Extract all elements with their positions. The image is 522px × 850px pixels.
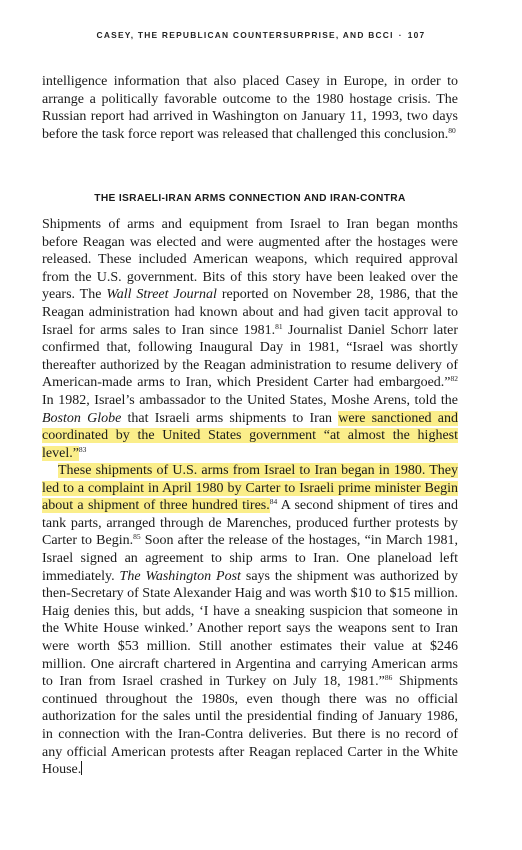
paragraph-1-text: intelligence information that also placed Casey in Europe, in order to arrange a politically favorable outcome to the 1980 hostage crisis. The Russian report had arrived in Washington on January 11, 1993, two days before the task force report was released that challenged this conclusion. [42, 74, 458, 142]
endnote-ref-81: 81 [275, 321, 283, 331]
paragraph-continued [42, 73, 458, 143]
endnote-ref-80: 80 [448, 125, 456, 135]
endnote-ref-86: 86 [384, 673, 393, 683]
paragraph-3-text-4: Shipments continued throughout the 1980s, even though there was no official authorization for the sales until the presidential finding of January 1986, in connection with the Iran-Contra deliveries. But there is no record of any official American protests after Reagan replaced Carter in the White House. [42, 674, 459, 778]
running-head [0, 30, 522, 40]
paragraph-arms-shipments [42, 216, 458, 462]
paragraph-3-text-2: Soon after the release of the hostages, “in March 1981, Israel signed an agreement to ship arms to Iran. One planeload left immediately. [42, 533, 458, 584]
highlighted-passage[interactable]: These shipments of U.S. arms from Israel to Iran began in 1980. They led to a complaint in April 1980 by Carter to Israeli prime minister Begin about a shipment of three hundred tires. [42, 463, 458, 514]
running-head-title: CASEY, THE REPUBLICAN COUNTERSURPRISE, AND BCCI [96, 30, 394, 40]
publication-title: Wall Street Journal [106, 287, 217, 303]
highlighted-passage[interactable]: were sanctioned and coordinated by the United States government “at almost the highest level.” [42, 410, 458, 461]
endnote-ref-85: 85 [133, 532, 141, 542]
endnote-ref-82: 82 [450, 374, 458, 384]
paragraph-3-text-1: A second shipment of tires and tank parts, arranged through de Marenches, produced further protests by Carter to Begin. [42, 498, 458, 549]
paragraph-2-text-4: In 1982, Israel’s ambassador to the United States, Moshe Arens, told the [42, 392, 458, 408]
paragraph-2-text-5: that Israeli arms shipments to Iran [121, 410, 339, 426]
paragraph-2-text-3: Journalist Daniel Schorr later confirmed that, following Inaugural Day in 1981, “Israel was shortly thereafter authorized by the Reagan administration to resume delivery of American-made arms to Iran, which President Carter had embargoed.” [42, 322, 459, 391]
paragraph-2-text-2: reported on November 28, 1986, that the Reagan administration had known about and had given tacit approval to Israel for arms sales to Iran since 1981. [42, 287, 458, 338]
running-head-separator: · [398, 30, 403, 40]
paragraph-us-arms [42, 462, 458, 779]
section-heading: THE ISRAELI-IRAN ARMS CONNECTION AND IRAN-CONTRA [94, 193, 406, 204]
publication-title: The Washington Post [119, 568, 241, 584]
endnote-ref-84: 84 [269, 497, 278, 507]
page-number: 107 [407, 30, 426, 40]
paragraph-3-text-3: says the shipment was authorized by then-Secretary of State Alexander Haig and was worth $10 to $15 million. Haig denies this, but adds, ‘I have a sneaking suspicion that someone in the White House winked.’ Another report says the weapons sent to Iran were worth $53 million. Still another estimates their value at $246 million. One aircraft chartered in Argentina and carrying American arms to Iran from Israel crashed in Turkey on July 18, 1981.” [42, 568, 459, 690]
publication-title: Boston Globe [42, 410, 122, 426]
text-cursor [81, 761, 82, 775]
paragraph-2-text-1: Shipments of arms and equipment from Israel to Iran began months before Reagan was elected and were augmented after the hostages were released. These included American weapons, which required approval from the U.S. government. Bits of this story have been leaked over the years. The [42, 217, 458, 303]
endnote-ref-83: 83 [78, 444, 87, 454]
